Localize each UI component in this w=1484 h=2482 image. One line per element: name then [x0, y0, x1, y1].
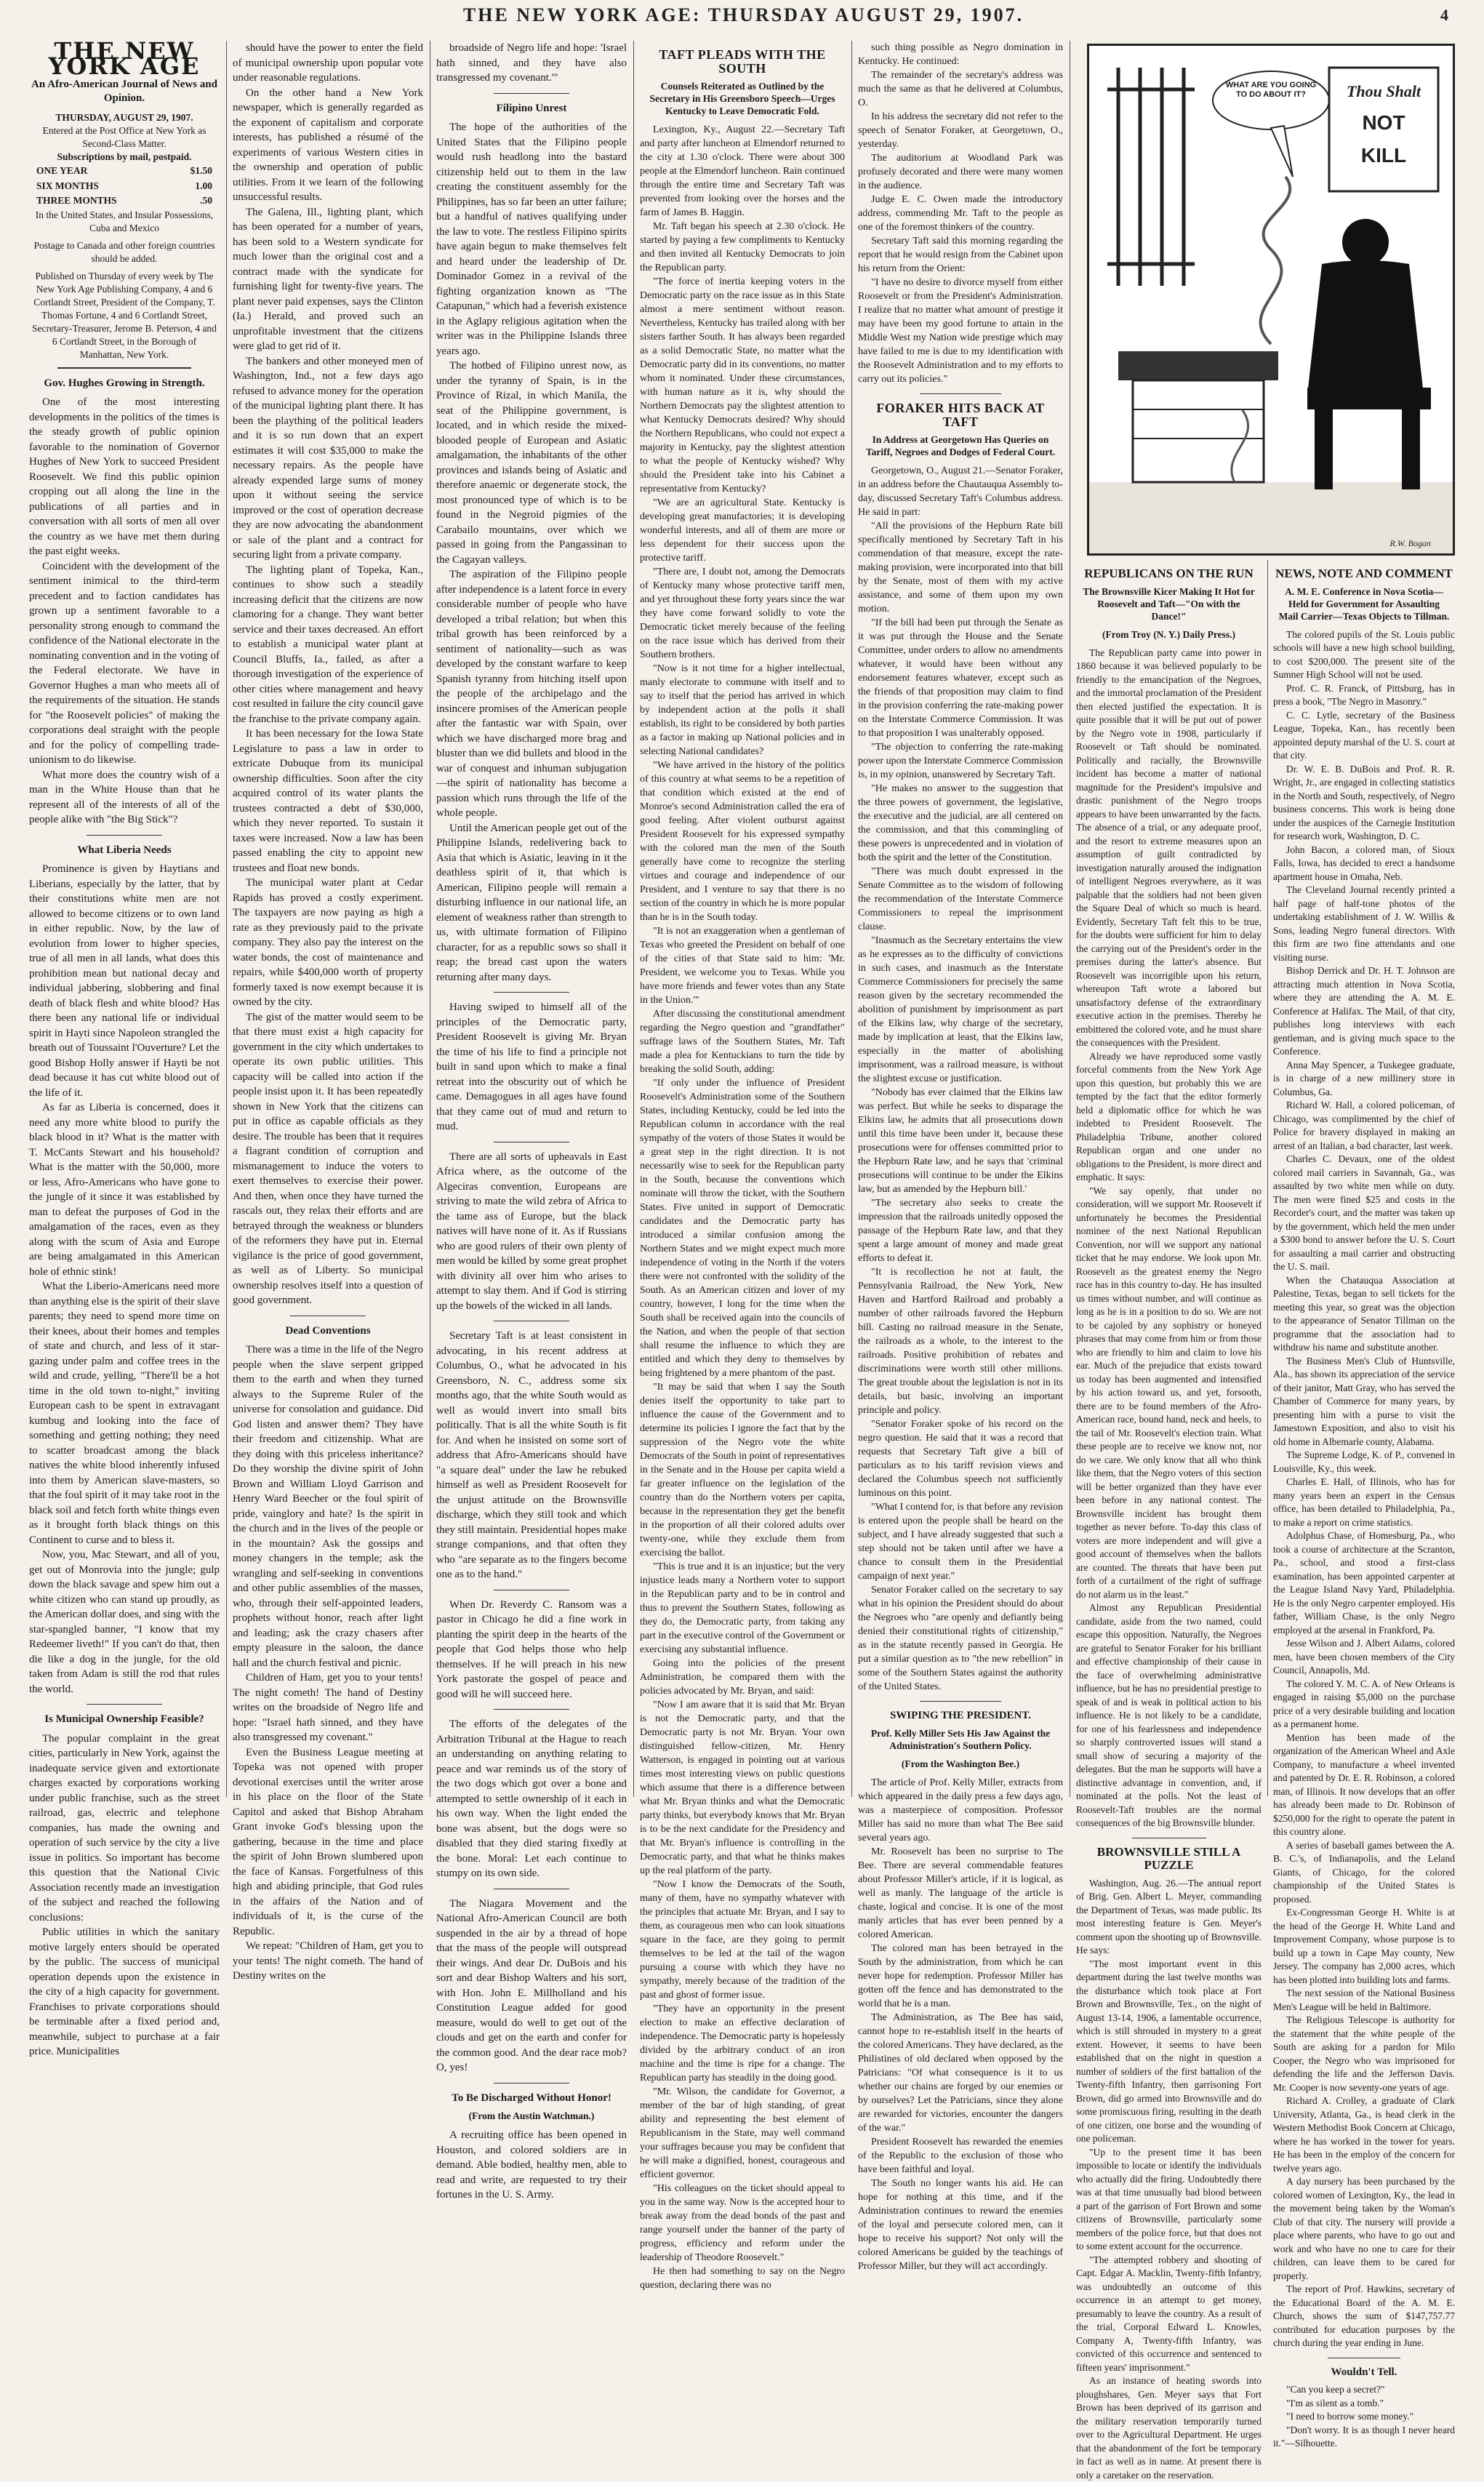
paragraph: The efforts of the delegates of the Arbitration Tribunal at the Hague to reach an understanding on anything relating to peace and war reminds us of the story of the two dogs which got over a bone and attempted to settle ownership of it each in his own way. When the light ended the bone was absent, but the dogs were so disabled that they died staring fixedly at the bone. Moral: Let each continue to stumpy on its own side.	[436, 1718, 627, 1879]
paragraph: "Nobody has ever claimed that the Elkins law was perfect. But while he seeks to disparage the Elkins law, he admits that all prosecutions down until this time have been under it, because these prosecutions were for offenses committed prior to the Hepburn Rate law, and he says that 'criminal prosecutions will continue to be under the Elkins law, but as amended by the Hepburn bill.'	[858, 1087, 1063, 1195]
divider	[87, 1704, 163, 1705]
paragraph: After discussing the constitutional amendment regarding the Negro question and "grandfather" suffrage laws of the Southern States, Mr. Taft made a plea for Kentuckians to turn the tide by breaking the solid South, adding:	[640, 1009, 845, 1075]
paragraph: The report of Prof. Hawkins, secretary of the Educational Board of the A. M. E. Church, shows the sum of $147,757.77 contributed for education purposes by the church during the year ending in June.	[1273, 2283, 1455, 2348]
paragraph: Judge E. C. Owen made the introductory address, commending Mr. Taft to the people as one of the foremost thinkers of the country.	[858, 194, 1063, 233]
paragraph: The Galena, Ill., lighting plant, which has been operated for a number of years, has been sold to a Western syndicate for much lower than the original cost and a contract made with the syndicate for furnishing light for twenty-five years. The plant never paid expenses, says the Clinton (Ia.) Herald, and proved such an unprofitable investment that the citizens were glad to get rid of it.	[233, 206, 423, 352]
divider	[920, 393, 1002, 394]
paragraph: The hope of the authorities of the United States that the Filipino people would rush headlong into the bastard citizenship held out to them in the law creating the constituent assembly for the Philippines, has so far been an utter failure; but a handful of natives qualifying under the law to vote. The restless Filipino spirits have again begun to make themselves felt and heard under the leadership of Dr. Dominador Gomez in a revival of the fighting organization known as "The Catapunan," which had a feverish existence in the Aglapy religious agitation when the writer was in the Philippine Islands three years ago.	[436, 121, 627, 357]
paragraph: Charles C. Devaux, one of the oldest colored mail carriers in Savannah, Ga., was assaulted by two white men while on duty. The men were fined $25 and costs in the Recorder's court, and the matter was taken up by the government, which held the men under a $300 bond to answer before the U. S. Court for assaulting a mail carrier and obstructing the U. S. mail.	[1273, 1153, 1455, 1272]
headline: NEWS, NOTE AND COMMENT	[1275, 567, 1453, 580]
paragraph: The colored man has been betrayed in the South by the administration, from which he can never hope for redemption. Professor Miller has gotten off the fence and has demonstrated to the world that he is a man.	[858, 1943, 1063, 2009]
paragraph: "We are an agricultural State. Kentucky is developing great manufactories; it is developing wonderful interests, and all of them are more or less dependent for their success upon the protective tariff.	[640, 497, 845, 564]
paragraph: "Now is it not time for a higher intellectual, manly electorate to commune with itself and to say to itself that the period has arrived in which by independent action at the polls it shall establish, its right to be considered by both parties as a factor in making up National policies and in selecting National candidates?	[640, 663, 845, 757]
tablet-text-mid: NOT	[1362, 111, 1405, 134]
rate-row: THREE MONTHS .50	[36, 195, 212, 206]
headline: To Be Discharged Without Honor!	[452, 2091, 611, 2104]
paragraph: Bishop Derrick and Dr. H. T. Johnson are attracting much attention in Nova Scotia, where they are attending the A. M. E. Conference at Halifax. The Mail, of that city, publishes long interviews with each gentleman, and is giving much space to the Conference.	[1273, 965, 1455, 1057]
headline: Gov. Hughes Growing in Strength.	[44, 377, 205, 389]
paragraph: "The force of inertia keeping voters in the Democratic party on the race issue as in this State almost a mere sentiment without reason. Nevertheless, Kentucky has trailed along with her sisters farther South. It has always been regarded as a solid Democratic State, no matter what the Democratic party did in its conventions, no matter whom it nominated. Under these circumstances, with human nature as it is, why should the Northern Democrats pay the slightest attention to what Kentucky Democrats desired? Why should the Northern Republicans, who could not expect a majority in Kentucky, pay the slightest attention to what the people of Kentucky wished? Why should the President take into his Cabinet a representative from Kentucky?	[640, 276, 845, 495]
paragraph: The auditorium at Woodland Park was profusely decorated and there were many women in the audience.	[858, 153, 1063, 191]
paragraph: "They have an opportunity in the present election to make an effective declaration of independence. The Democratic party is hopelessly divided by the arbitrary conduct of an iron machine and the time is ripe for a change. The Republican party has steadily in the doing good.	[640, 2003, 845, 2083]
paragraph: "If only under the influence of President Roosevelt's Administration some of the Southern States, including Kentucky, could be led into the Republican column in accordance with the real sympathy of the voters of those States it would be a great step in the right direction. It is not necessarily wise to seek for the Republican party in the South, because the conventions which nominate will throw the ticket, with the Southern States. Five united in support of Democratic candidates and the Democratic party has introduced a similar confusion among the Northern States and we might expect much more independence of voting in the North if the voters there were not confronted with the solidity of the South. As an American citizen and lover of my country, however, I long for the time when the South shall be received again into the councils of the Nation, and when the people of that section shall resume the influence to which they are entitled and which they deny to themselves by being frightened by a mere phantom of the past.	[640, 1078, 845, 1379]
headline: What Liberia Needs	[77, 844, 172, 856]
paragraph: "I need to borrow some money."	[1286, 2411, 1414, 2422]
tablet-text-bot: KILL	[1360, 144, 1407, 167]
paragraph: A recruiting office has been opened in Houston, and colored soldiers are in demand. Able bodied, healthy men, able to read and write, are requested to try their fortunes in the U. S. Army.	[436, 2129, 627, 2201]
headline: SWIPING THE PRESIDENT.	[889, 1710, 1032, 1721]
deck: A. M. E. Conference in Nova Scotia—Held for Government for Assaulting Mail Carrier—Texas Objects to Tillman.	[1278, 585, 1450, 622]
paragraph: Senator Foraker called on the secretary to say what in his opinion the President should do about the Negroes who "are openly and defiantly being denied their constitutional rights of citizenship," as in the statute recently passed in Georgia. He put a similar question as to "the new rebellion" in some of the Southern States against the authority of the United States.	[858, 1585, 1063, 1692]
paragraph: Secretary Taft is at least consistent in advocating, in his recent address at Columbus, O., what he advocated in his Greensboro, N. C., address some six months ago, that the white South would as well as would invert into small bits politically. That is all the white South is fit for. And when he insisted on some sort of address that Afro-Americans should have "a square deal" under the law he rebuked himself as well as President Roosevelt for the unjust attitude on the Brownsville discharge, which they still took and which they still maintain. Presidential hopes make strange companions, and that often they who "are separate as to the fingers become one as to the hand."	[436, 1330, 627, 1580]
headline: Is Municipal Ownership Feasible?	[44, 1713, 204, 1725]
paragraph: "The objection to conferring the rate-making power upon the Interstate Commerce Commission is, in my opinion, unanswered by Secretary Taft.	[858, 742, 1063, 780]
paragraph: A day nursery has been purchased by the colored women of Lexington, Ky., the lead in the movement being taken by the Woman's Club of that city. The nursery will provide a place where parents, who have to go out and work and who have no one to care for their children, can leave them to be cared for properly.	[1273, 2176, 1455, 2281]
masthead-subtitle: An Afro-American Journal of News and Opinion.	[31, 79, 217, 104]
paragraph: such thing possible as Negro domination in Kentucky. He continued:	[858, 42, 1063, 67]
paragraph: Mention has been made of the organization of the American Wheel and Axle Company, to manufacture a wheel invented and patented by Dr. E. R. Robinson, a colored man, of Illinois. It now develops that an offer has already been made to Dr. Robinson of $250,000 for the right to operate the patent in this country alone.	[1273, 1732, 1455, 1837]
column-rule	[1267, 560, 1268, 1796]
editorial-cartoon	[1087, 44, 1455, 556]
paragraph: It has been necessary for the Iowa State Legislature to pass a law in order to extricate Dubuque from its municipal ownership difficulties. Soon after the city acquired control of its water plants the trustees contracted a debt of $30,000, which they never reported. To sustain it taxes were increased. Now a law has been passed enabling the city to appoint new trustees and float new bonds.	[233, 728, 423, 874]
paragraph: When the Chatauqua Association at Palestine, Texas, began to sell tickets for the meeting this year, so great was the objection to the appearance of Senator Tillman on the programme that the association had to withdraw his name and substitute another.	[1273, 1274, 1455, 1353]
paragraph: "It is not an exaggeration when a gentleman of Texas who greeted the President on behalf of one of the cities of that State said to him: 'Mr. President, we welcome you to Texas. While you have more friends and fewer votes than any State in the Union.'"	[640, 926, 845, 1006]
cartoonist-credit: R.W. Bogan	[1389, 538, 1431, 548]
bubble-text-box	[1220, 81, 1322, 124]
paragraph: Dr. W. E. B. DuBois and Prof. R. R. Wright, Jr., are engaged in collecting statistics in the North and South, respectively, of Negro business concerns. This work is being done under the auspices of the Carnegie Institution for research work, Washington, D. C.	[1273, 763, 1455, 841]
paragraph: Jesse Wilson and J. Albert Adams, colored men, have been chosen members of the City Council, Annapolis, Md.	[1273, 1638, 1455, 1676]
seated-figure	[1307, 219, 1431, 489]
paragraph: A series of baseball games between the A. B. C.'s, of Indianapolis, and the Leland Giants, of Chicago, for the colored championship of the United States is proposed.	[1273, 1839, 1455, 1905]
paragraph: John Bacon, a colored man, of Sioux Falls, Iowa, has decided to erect a handsome apartment house in Omaha, Neb.	[1273, 844, 1455, 882]
paragraph: Going into the policies of the present Administration, he compared them with the policies advocated by Mr. Bryan, and said:	[640, 1658, 845, 1697]
paragraph: The colored Y. M. C. A. of New Orleans is engaged in raising $5,000 on the purchase price of a very desirable building and location as a permanent home.	[1273, 1678, 1455, 1729]
source-line: (From the Austin Watchman.)	[468, 2110, 595, 2121]
column-6	[1076, 560, 1262, 2481]
paragraph: The aspiration of the Filipino people after independence is a latent force in every considerable number of people who have developed a tribal relation; but when this tribal growth has been reinforced by a sentiment of nationality—such as was developed by the constant warfare to keep Spanish tyranny from hitching itself upon the people of the archipelago and the insincere promises of the American people after the fantastic war with Spain, over which we have discharged more brag and bluster than we did bullets and blood in the war of conquest and inhuman subjugation—the spirit of nationality has become a passion which runs through the life of the whole people.	[436, 569, 627, 819]
paragraph: "There was much doubt expressed in the Senate Committee as to the wisdom of following the recommendation of the Interstate Commerce Commissioners to repeal the imprisonment clause.	[858, 866, 1063, 932]
masthead-entered: Entered at the Post Office at New York as Second-Class Matter.	[42, 125, 206, 149]
paragraph: broadside of Negro life and hope: 'Israel hath sinned, and they have also transgressed my covenant.'"	[436, 42, 627, 84]
paragraph: "I'm as silent as a tomb."	[1286, 2397, 1384, 2409]
paragraph: The lighting plant of Topeka, Kan., continues to show such a steadily increasing deficit that the citizens are now clamoring for a change. They want better service and their taxes decreased. An effort to establish a municipal water plant at Council Bluffs, Ia., failed, as after a thorough investigation of the experience of other cities where management and heavy cost resulted in failure the city council gave the franchise to the private company again.	[233, 564, 423, 725]
paragraph: Public utilities in which the sanitary motive largely enters should be operated by the public. The success of municipal operation depends upon the existence in the city of a high capacity for government. Franchises to private corporations should be terminable after a fixed period and, meanwhile, subject to purchase at a fair price. Municipalities	[29, 1926, 220, 2057]
paragraph: The Cleveland Journal recently printed a half page of half-tone photos of the undertaking establishment of J. W. Willis & Sons, leading Negro funeral directors. With this firm are two fine attendants and one visiting nurse.	[1273, 884, 1455, 963]
paragraph: The Administration, as The Bee has said, cannot hope to re-establish itself in the hearts of the colored Americans. They have declared, as the Philistines of old declared when opposed by the Patricians: "Of what consequence is it to us whether our chains are forged by our enemies or by ourselves? Let the Patricians, since they alone are rewarded for victories, encounter the dangers of the war."	[858, 2012, 1063, 2134]
paragraph: The hotbed of Filipino unrest now, as under the tyranny of Spain, is in the Province of Rizal, in which Manila, the seat of the Philippine government, is located, and in which reside the mixed-blooded people of European and Asiatic amalgamation, the inhabitants of the other provinces and islands being of Asiatic and therefore anaemic or degenerate stock, the most pronounced type of which is to be found in the Negroid pigmies of the Carabailo mountains, over which we passed in going from the Pangassinan to the Cagayan valleys.	[436, 360, 627, 566]
masthead-postage: Postage to Canada and other foreign countries should be added.	[33, 239, 215, 264]
headline: Filipino Unrest	[496, 102, 567, 114]
paragraph: The Niagara Movement and the National Afro-American Council are both suspended in the air by a thread of hope that the mass of the people will outspread their wings. And dear Dr. DuBois and his sort and dear Bishop Walters and his sort, with Hon. John E. Millholland and his Constitution League added for good measure, would do well to get out of the clouds and get on the earth and confer for the common good. And the dear race mob? O, yes!	[436, 1897, 627, 2073]
divider	[57, 367, 190, 369]
paragraph: Having swiped to himself all of the principles of the Democratic party, President Roosevelt is giving Mr. Bryan the time of his life to find a principle not built in sand upon which to make a final retreat into the obscurity out of which he came. Demagogues in all ages have found that they came out of mud and return to mud.	[436, 1001, 627, 1132]
paragraph: "His colleagues on the ticket should appeal to you in the same way. Now is the accepted hour to break away from the dead bonds of the past and range yourself under the banner of the party of progress, efficiency and reform under the leadership of Theodore Roosevelt."	[640, 2183, 845, 2263]
masthead-date: THURSDAY, AUGUST 29, 1907.	[55, 112, 193, 123]
bubble-text: WHAT ARE YOU GOING TO DO ABOUT IT?	[1225, 81, 1317, 99]
headline: BROWNSVILLE STILL A PUZZLE	[1096, 1844, 1241, 1872]
paragraph: President Roosevelt has rewarded the enemies of the Republic to the exclusion of those who have been faithful and loyal.	[858, 2137, 1063, 2175]
newspaper-page	[29, 0, 1458, 2481]
paragraph: "The secretary also seeks to create the impression that the railroads unitedly opposed the passage of the Hepburn Rate law, and that they spent a large amount of money and made great efforts to defeat it.	[858, 1198, 1063, 1264]
paragraph: Washington, Aug. 26.—The annual report of Brig. Gen. Albert L. Meyer, commanding the Department of Texas, was made public. Its most interesting feature is Gen. Meyer's comment upon the shooting up of Brownsville. He says:	[1076, 1877, 1262, 1955]
pedestal	[1118, 351, 1278, 482]
paragraph: The Supreme Lodge, K. of P., convened in Louisville, Ky., this week.	[1273, 1449, 1455, 1474]
column-7	[1273, 560, 1455, 2449]
running-title: THE NEW YORK AGE: THURSDAY AUGUST 29, 1907.	[462, 4, 1024, 25]
column-1	[29, 37, 220, 2057]
headline: Dead Conventions	[285, 1324, 371, 1337]
paragraph: "I have no desire to divorce myself from either Roosevelt or from the President's Administration. I realize that no matter what amount of prestige it may have been my good fortune to attain in the Middle West my Nation wide prestige which may have failed to me is due to my identification with the Roosevelt Administration and to my efforts to carry out its policies."	[858, 277, 1063, 385]
paragraph: As an instance of heating swords into ploughshares, Gen. Meyer says that Fort Brown has been deprived of its garrison and the military reservation temporarily turned over to the Agricultural Department. He urges that the abandonment of the fort be temporary in fact as well as in name. At present there is only a caretaker on the reservation.	[1076, 2375, 1262, 2481]
deck: The Brownsville Kicer Making It Hot for Roosevelt and Taft—"On with the Dance!"	[1083, 585, 1255, 622]
masthead-published: Published on Thursday of every week by The New York Age Publishing Company, 4 and 6 Cortlandt Street, President of the Company, T. Thomas Fortune, 4 and 6 Cortlandt Street, Secretary-Treasurer, Jerome B. Peterson, 4 and 6 Cortlandt Street, in the Borough of Manhattan, New York.	[32, 270, 217, 360]
column-2	[233, 41, 423, 1982]
masthead-title: THE NEW YORK AGE	[48, 37, 201, 80]
paragraph: "There are, I doubt not, among the Democrats of Kentucky many whose protective tariff men, and yet throughout these forty years since the war they have come forward solidly to vote the Democratic ticket merely because of the feeling on the race issue which has derived from their Southern brothers.	[640, 567, 845, 660]
paragraph: The remainder of the secretary's address was much the same as that he delivered at Columbus, O.	[858, 70, 1063, 108]
source-line: (From the Washington Bee.)	[901, 1758, 1020, 1769]
paragraph: "The most important event in this department during the last twelve months was the disturbance which took place at Fort Brown and Brownsville, Tex., on the night of August 13-14, 1906, a lamentable occurrence, which is still shrouded in mystery to a great extent. However, it seems to have been established that on the night in question a number of soldiers of the first battalion of the Twenty-fifth Infantry, then garrisoning Fort Brown, did go armed into Brownsville and do some promiscuous firing, resulting in the death of one citizen, one horse and the wounding of one policeman.	[1076, 1958, 1262, 2144]
paragraph: "He makes no answer to the suggestion that the three powers of government, the legislative, the executive and the judicial, are all centered on the commission, and that this commingling of these powers is unprecedented and in violation of both the spirit and the letter of the Constitution.	[858, 783, 1063, 863]
paragraph: "Now I am aware that it is said that Mr. Bryan is not the Democratic party, and that the Democratic party is not Mr. Bryan. Your own distinguished fellow-citizen, Mr. Henry Watterson, is engaged in pointing out at various times most interesting views on public questions which assume that there is a difference between what Mr. Bryan thinks and what the Democratic party thinks, but everybody knows that Mr. Bryan is to be the next candidate for the Presidency and that Mr. Bryan's influence is controlling in the Democratic party, and that what he thinks makes up the real platform of the party.	[640, 1700, 845, 1876]
paragraph: There are all sorts of upheavals in East Africa where, as the outcome of the Algeciras convention, Europeans are striving to mate the wild zebra of Africa to the tame ass of Europe, but the black natives will have none of it. As if Russians who are good rulers of their own plenty of men would be killed by some great prophet with divinity all over him who arises to attempt to slay them. And if God is stirring up the bowels of the wicked in all lands.	[436, 1150, 627, 1312]
paragraph: "Don't worry. It is as though I never heard it."—Silhouette.	[1273, 2424, 1455, 2449]
paragraph: "If the bill had been put through the Senate as it was put through the House and the Senate Committee, under orders to allow no amendments whatever, it would have been without any endorsement features whatever, except such as the friends of that proposition may claim to find in the provision conferring the rate-making power on the Interstate Commerce Commission. It was to that proposition I was unalterably opposed.	[858, 617, 1063, 739]
headline: Wouldn't Tell.	[1331, 2366, 1397, 2378]
paragraph: Now, you, Mac Stewart, and all of you, get out of Monrovia into the jungle; gulp down the black savage and spew him out a white citizen who can stand up proudly, as the American dollar does, and sing with the star-spangled banner, "I know that my Redeemer liveth!" If you can't do that, then die like a dog in the jungle, for the old taken from Adam is still the rod that rules the world.	[29, 1549, 220, 1695]
rate-row: ONE YEAR $1.50	[36, 165, 212, 176]
paragraph: "What I contend for, is that before any revision is entered upon the people shall be heard on the subject, and I have already suggested that such a step should not be taken until after we have a chance to consult them in the Presidential campaign of next year."	[858, 1502, 1063, 1582]
paragraph: He then had something to say on the Negro question, declaring there was no	[640, 2266, 845, 2291]
paragraph: The municipal water plant at Cedar Rapids has proved a costly experiment. The taxpayers are now paying as high a rate as they previously paid to the private company. They also pay the interest on the water bonds, the cost of maintenance and repairs, while $400,000 worth of property formerly taxed is now exempt because it is owned by the city.	[233, 877, 423, 1008]
paragraph: should have the power to enter the field of municipal ownership upon popular vote under reasonable regulations.	[233, 42, 423, 84]
paragraph: There was a time in the life of the Negro people when the slave serpent gripped them to the earth and when they turned always to the Supreme Ruler of the universe for consolation and guidance. Did God listen and answer them? They have their freedom and citizenship. What are they doing with this priceless inheritance? Do they worship the divine spirit of John Brown and William Lloyd Garrison and Henry Ward Beecher or the foul spirit of pride, vainglory and hate? Is the spirit in the church and in the lives of the people or in the mountain? Ask the gossips and money changers in the temple; ask the wrangling and self-seeking in conventions and other public assemblies of the masses, who, through their self-appointed leaders, prophets without honor, reach after light and leading; ask the crazy chasers after empty pleasure in the saloon, the dance hall and the church festival and picnic.	[233, 1344, 423, 1669]
headline: REPUBLICANS ON THE RUN	[1084, 567, 1254, 580]
paragraph: "Can you keep a secret?"	[1286, 2384, 1385, 2395]
bubble-tail	[1271, 126, 1293, 177]
paragraph: "Now I know the Democrats of the South, many of them, have no sympathy whatever with the principles that actuate Mr. Bryan, and I say to them, as courageous men who can look situations square in the face, are they going to permit themselves to be led at the tail of the wagon pursuing a course with which they have no sympathy, merely because of the tradition of the past and ghost of former issue.	[640, 1879, 845, 2001]
paragraph: Georgetown, O., August 21.—Senator Foraker, in an address before the Chautauqua Assembly to-day, discussed Secretary Taft's Columbus address. He said in part:	[858, 465, 1063, 518]
paragraph: "Up to the present time it has been impossible to locate or identify the individuals who actually did the firing. Undoubtedly there was at that time unusually bad blood between a part of the garrison of Fort Brown and some citizens of Brownsville, particularly some members of the police force, but that does not to some extent account for the occurrence.	[1076, 2146, 1262, 2251]
divider	[494, 1709, 570, 1710]
paragraph: One of the most interesting developments in the politics of the times is the steady growth of public opinion favorable to the nomination of Governor Hughes of New York to succeed President Roosevelt. We find this public opinion cropping out all along the line in the publications of all parties and in conversation with all sorts of men all over the country as we have met them during the past eight weeks.	[29, 396, 220, 557]
paragraph: Richard W. Hall, a colored policeman, of Chicago, was complimented by the chief of Police for bravery displayed in making an arrest of an Italian, a bad character, last week.	[1273, 1100, 1455, 1151]
paragraph: The bankers and other moneyed men of Washington, Ind., not a few days ago refused to advance money for the operation of the municipal lighting plant there. It has been the plaything of the political leaders and it is so run down that an expert estimates it will cost $35,000 to make the necessary repairs. As the people have already expended large sums of money upon it without seeing the service improved or the cost of operation decrease they are now advocating the abandonment or sale of the plant and a contract for securing light from a private company.	[233, 355, 423, 561]
paragraph: "The attempted robbery and shooting of Capt. Edgar A. Macklin, Twenty-fifth Infantry, was undoubtedly an outcome of this occurrence in an attempt to get money, presumably to leave the country. As a result of the trial, Corporal Edward L. Knowles, Company A, Twenty-fifth Infantry, was convicted of this occurrence and sentenced to fifteen years' imprisonment."	[1076, 2254, 1262, 2373]
paragraph: Anna May Spencer, a Tuskegee graduate, is in charge of a new millinery store in Columbus, Ga.	[1273, 1059, 1455, 1097]
divider	[87, 835, 163, 836]
paragraph: What the Liberio-Americans need more than anything else is the spirit of their slave parents; they need to spend more time on their knees, about their homes and temples of state and church, and less of it star-gazing under palm and coffee trees in the wild and crude, yelling, "There'll be a hot time in the old town to-night," inviting European cash to be spent in extravagant kumbug and looking into the face of something and getting nothing; they need to scatter broadcast among the black natives the white blood inherently infused into them by American slave-masters, so that the foul spirit of it may take root in the black soil and fetch forth white things even as it brought forth black things on this Continent to curse and to bless it.	[29, 1281, 220, 1546]
deck: Counsels Reiterated as Outlined by the Secretary in His Greensboro Speech—Urges Kentucky to Leave Democratic Fold.	[649, 81, 835, 116]
tablet-text-top: Thou Shalt	[1346, 82, 1421, 100]
paragraph: The South no longer wants his aid. He can hope for nothing at this time, and if the Administration continues to reward the enemies of the loyal and persecute colored men, can it hope to receive his support? Not only will the colored Americans be guided by the teachings of Professor Miller, but they will act accordingly.	[858, 2178, 1063, 2272]
paragraph: "This is true and it is an injustice; but the very injustice leads many a Northern voter to support in the Republican party and to be in control and thus to prevent the Southern States, following as they do, the Democratic party, from taking any part in the executive control of the Government or exercising any substantial influence.	[640, 1561, 845, 1655]
paragraph: "Inasmuch as the Secretary entertains the view as he expresses as to the difficulty of convictions in such cases, and inasmuch as the Interstate Commerce Commissioners for precisely the same reason given by the secretary recommended the abolition of punishment by imprisonment as part of the Elkins law, why charge of the secretary, made by implication at least, that the Elkins law, especially in the matter of abolishing imprisonment, was a railroad measure, is without the slightest excuse or justification.	[858, 935, 1063, 1084]
column-rule	[226, 41, 227, 1797]
paragraph: On the other hand a New York newspaper, which is generally regarded as the exponent of capitalism and corporate interests, has published a résumé of the experiments of various Western cities in the ownership and operation of public utilities. From it we learn of the following unsuccessful results.	[233, 87, 423, 203]
paragraph: Coincident with the development of the sentiment inimical to the third-term precedent and to faction candidates has grown up a sentiment favorable to a personality strong enough to command the confidence of the National electorate in the nominating convention and in the voting of the Federal electorate. We have in Governor Hughes a man who meets all of the requirements of the situation. He stands for "the Roosevelt policies" of making the corporations deal straight with the people and for the policy of compelling trade-unionism to do likewise.	[29, 560, 220, 766]
divider	[920, 1701, 1002, 1702]
running-head	[29, 4, 1458, 36]
paragraph: Almost any Republican Presidential candidate, aside from the two named, could escape this opposition. Naturally, the Negroes are grateful to Senator Foraker for his brilliant and effective championship of their cause in the face of overwhelming administrative influence, but he has no presidential prestige to speak of and is weak in political action to his influence. He is not likely to be a candidate, for one of his fearlessness and independence so sharply controverted issues will stand a small show of securing a majority of the delegates. But the man he supports will have a distinctive advantage in convention, and, if nominated at the polls. Not the least of Roosevelt-Taft troubles are the normal consequences of the big Brownsville blunder.	[1076, 1602, 1262, 1828]
divider	[494, 93, 570, 94]
paragraph: C. C. Lytle, secretary of the Business League, Topeka, Kan., has recently been appointed deputy marshal of the U. S. court at that city.	[1273, 709, 1455, 761]
paragraph: "Senator Foraker spoke of his record on the negro question. He said that it was a record that requests that Secretary Taft give a bill of particulars as to his tariff revision views and declared the Columbus speech not sufficiently luminous on this point.	[858, 1419, 1063, 1499]
paragraph: Prominence is given by Haytians and Liberians, especially by the latter, that by their constitutions white men are not allowed to become citizens or to own land in either republic. Now, by the law of evolution from lower to higher species, true of all men in all lands, what does this prohibition mean but national decay and individual jabbering, slobbering and final death of black flesh and white blood? Has there been any national life or individual spirit in Hayti since Napoleon strangled the breath out of Toussaint l'Ouverture? Let the good Bishop Holly answer if Hayti be not dead because it has cut white blood out of the life of it.	[29, 863, 220, 1099]
paragraph: Mr. Taft began his speech at 2.30 o'clock. He started by paying a few compliments to Kentucky and then invited all Kentucky Democrats to join the Republican party.	[640, 221, 845, 273]
headline: TAFT PLEADS WITH THE SOUTH	[659, 47, 826, 76]
paragraph: "Mr. Wilson, the candidate for Governor, a member of the bar of high standing, of great ability and representing the best element of Republicanism in the State, may well command your suffrages because you may be confident that he will make a dignified, honest, courageous and efficient governor.	[640, 2086, 845, 2180]
paragraph: As far as Liberia is concerned, does it need any more white blood to purify the black blood in it? What is the matter with T. McCants Stewart and his household? What is the matter with the 50,000, more or less, Afro-Americans who have gone to the jungle of it since it was established by man to defeat the purposes of God in the amalgamation of the races, even as they along with the scum of Asia and Europe are being amalgamated in this American hole of ethnic stink!	[29, 1102, 220, 1278]
paragraph: Even the Business League meeting at Topeka was not opened with proper devotional exercises until the writer arose in his place on the floor of the State Capitol and asked that Bishop Abraham Grant invoke God's blessing upon the gathering, because in the time and place the spirit of John Brown slumbered upon the face of Kansas. Forgetfulness of this high and abiding principle, that God rules in the affairs of the Nation and of individuals of it, is the curse of the Republic.	[233, 1746, 423, 1937]
subscription-head: Subscriptions by mail, postpaid.	[57, 151, 192, 162]
smoke-swirl	[1261, 177, 1291, 344]
column-rule	[851, 41, 852, 1797]
paragraph: Ex-Congressman George H. White is at the head of the George H. White Land and Improvement Company, whose purpose is to build up a town in Cape May county, New Jersey. The company has 2,000 acres, which has been plotted into building lots and farms.	[1273, 1907, 1455, 1985]
column-4	[640, 41, 845, 2291]
paragraph: The colored pupils of the St. Louis public schools will have a new high school building, to cost $200,000. The present site of the Sumner High School will not be used.	[1273, 628, 1455, 680]
paragraph: The gist of the matter would seem to be that there must exist a high capacity for government in the city which undertakes to operate its own public utilities. This capacity will be called into action if the people insist upon it. It has been repeatedly shown in New York that the citizens can put in office as capable officials as they desire. The trouble has been that it requires a flagrant condition of corruption and mismanagement to induce the voters to exert themselves to exercise their power. And then, when once they have turned the rascals out, they relax their efforts and are betrayed through the weakness or blunders of the reformers they have put in. Eternal vigilance is the price of good government, as well as of Liberty. So municipal ownership resolves itself into a question of good government.	[233, 1011, 423, 1306]
page-number: 4	[1440, 6, 1451, 24]
paragraph: The Republican party came into power in 1860 because it was believed popularly to be friendly to the emancipation of the Negroes, and the immortal proclamation of the President then elected justified the expectation. It is quite possible that it will be put out of power by the Negro vote in 1908, particularly if Roosevelt or Taft should be nominated. Politically and racially, the Brownsville incident has become a matter of national magnitude for the President's impulsive and drastic punishment of the Negro troops appears to have been unwarranted by the facts. The absence of a trial, or any adequate proof, and the resort to extreme measures upon an assumption of guilt contradicted by investigation naturally aroused the indignation of intelligent Negroes everywhere, as it was palpable that the soldiers had not been given the Square Deal of which so much is heard. Evidently, Secretary Taft felt this to be true, for the doubts were sufficient for him to delay the carrying out of the President's order in the premises during the latter's absence. But Roosevelt was incorrigible upon his return, whereupon Taft wrote a labored but unsatisfactory defense of the extraordinary executive action in the premises. Thereby he embittered the colored vote, and he must share the consequences with the President.	[1076, 646, 1262, 1048]
paragraph: The next session of the National Business Men's League will be held in Baltimore.	[1273, 1987, 1455, 2012]
paragraph: "It may be said that when I say the South denies itself the opportunity to take part to influence the cause of the Government and to determine its policies I ignore the fact that by the suppression of the Negro vote the white Democrats of the South in point of representatives in the Senate and in the House per capita wield a far greater influence on the legislation of the country than do the Northern voters per capita, because in the representation they get the benefit in the proportion of all their colored adults over twenty-one, while they exclude them from exercising the ballot.	[640, 1382, 845, 1558]
column-rule	[633, 41, 634, 1797]
paragraph: Prof. C. R. Franck, of Pittsburg, has in press a book, "The Negro in Masonry."	[1273, 682, 1455, 707]
paragraph: Richard A. Crolley, a graduate of Clark University, Atlanta, Ga., is head clerk in the Western Methodist Book Concern at Chicago, where he has worked in the tower for years. He has been in the employ of the concern for twelve years ago.	[1273, 2095, 1455, 2174]
cartoon-drawing	[1089, 46, 1453, 553]
paragraph: Already we have reproduced some vastly forceful comments from the New York Age upon this question, but probably this we are tempted by the fact that the editor formerly held a diplomatic office for which he was indebted to President Roosevelt. The Philadelphia Tribune, another colored Republican organ and one under no obligations to the President, is more direct and emphatic. It says:	[1076, 1050, 1262, 1182]
paragraph: "We have arrived in the history of the politics of this country at what seems to be a repetition of that condition which existed at the end of Monroe's second Administration called the era of good feeling. After violent outburst against President Roosevelt for his expressed sympathy with the colored man the men of the South generally have come to recognize the sterling virtues and courage and independence of our President, and I venture to say that there is no section of the country in which he is more popular than he is in the South today.	[640, 760, 845, 923]
column-3	[436, 41, 627, 2201]
paragraph: The Business Men's Club of Huntsville, Ala., has shown its appreciation of the service of their janitor, Matt Gray, who has served the Chamber of Commerce for many years, by presenting him with a purse to visit the Jamestown Exposition, and also to visit his old home in Albemarle county, Alabama.	[1273, 1355, 1455, 1447]
paragraph: The Religious Telescope is authority for the statement that the white people of the South are asking for a pardon for Milo Cooper, the Negro who was imprisoned for defending the life and the Jefferson Davis. Mr. Cooper is now seventy-one years of age.	[1273, 2014, 1455, 2093]
column-5	[858, 41, 1063, 2272]
paragraph: What more does the country wish of a man in the White House than that he represent all of the interests of all of the people alike with "the Big Stick"?	[29, 769, 220, 825]
headline: FORAKER HITS BACK AT TAFT	[876, 401, 1045, 429]
paragraph: "It is recollection he not at fault, the Pennsylvania Railroad, the New York, New Haven and Hartford Railroad and probably a number of other railroads favored the Hepburn bill. Casting no railroad measure in the Senate, the railroads as a whole, to the interest to the railroads. Positive prohibition of rebates and discriminations were worth still other millions. The great trouble about the legislation is not in its details, but basic, involving an important principle and policy.	[858, 1267, 1063, 1416]
deck: In Address at Georgetown Has Queries on Tariff, Negroes and Dodges of Federal Court.	[865, 434, 1056, 457]
rate-row: SIX MONTHS 1.00	[36, 180, 212, 191]
paragraph: "We say openly, that under no consideration, will we support Mr. Roosevelt if unfortunately he becomes the Presidential nominee of the next National Republican Convention, nor will we support any national ticket that he may endorse. We look upon Mr. Roosevelt as the greatest enemy the Negro race has in this country to-day. He has insulted us times without number, and will continue as long as he is in a position to do so. We are not to be cajoled by any sophistry or honeyed phrases that may come from him or from those who are friendly to him and claim to love his ear. Much of the prejudice that exists toward us today has been augmented and intensified by his action toward us, and yet, forsooth, there are to be found members of the Afro-American race, bound hand, neck and heels, to the tail of Mr. Roosevelt's election train. What these people are to receive we know not, nor do we care. We only know that all who think like them, that the Negro voters of this section will be better organized than they have ever been before in any national contest. The Brownsville incident has brought them together as never before. To-day this class of voters are more independent and will give a good account of themselves when the ballots are counted. The threats that have been put forth of a curtailment of the right of suffrage do not alarm us in the least."	[1076, 1185, 1262, 1600]
paragraph: In his address the secretary did not refer to the speech of Senator Foraker, at Georgetown, O., yesterday.	[858, 111, 1063, 150]
paragraph: Secretary Taft said this morning regarding the report that he would resign from the Cabinet upon his return from the Orient:	[858, 236, 1063, 274]
paragraph: Mr. Roosevelt has been no surprise to The Bee. There are several commendable features about Professor Miller's article, if it is logical, as well as manly. The language of the article is chaste, logical and concise. It is one of the most manly articles that has ever been penned by a colored American.	[858, 1846, 1063, 1940]
paragraph: Charles E. Hall, of Illinois, who has for many years been an expert in the Census office, has been detailed to Philadelphia, Pa., to make a report on crime statistics.	[1273, 1476, 1455, 1528]
paragraph: When Dr. Reverdy C. Ransom was a pastor in Chicago he did a fine work in planting the spirit deep in the hearts of the people that God helps those who help themselves. If he will preach in his new York pastorate the gospel of peace and good will he will succeed here.	[436, 1598, 627, 1700]
paragraph: Until the American people get out of the Philippine Islands, redelivering back to Asia that which is Asiatic, leaving in it the deathless spirit of it, that which is American, Filipino people will remain a disturbing influence in our national life, an element of weakness rather than strength to us, with ultimate formation of Filipino character, for as a republic sows so shall it reap; the bread cast upon the waters returning after many days.	[436, 822, 627, 983]
paragraph: Lexington, Ky., August 22.—Secretary Taft and party after luncheon at Elmendorf returned to the city at 1.30 o'clock. There were about 300 people at the Elmendorf luncheon. Rain continued through the entire time and Secretary Taft was prevented from looking over the horses and the farm of James B. Haggin.	[640, 124, 845, 218]
masthead-territory: In the United States, and Insular Possessions, Cuba and Mexico	[35, 209, 214, 233]
divider	[494, 992, 570, 993]
paragraph: The article of Prof. Kelly Miller, extracts from which appeared in the daily press a few days ago, was a masterpiece of composition. Professor Miller has said no more than what The Bee said several years ago.	[858, 1777, 1063, 1844]
paragraph: The popular complaint in the great cities, particularly in New York, against the inadequate service given and extortionate charges exacted by corporations working under public franchise, such as the street railroad, gas, electric and telephone companies, has made the owning and operation of such service by the city a live issue in politics. So important has become this question that the National Civic Association recently made an investigation of the subject and reached the following conclusions:	[29, 1732, 220, 1923]
deck: Prof. Kelly Miller Sets His Jaw Against the Administration's Southern Policy.	[870, 1728, 1051, 1751]
barred-window	[1107, 68, 1195, 286]
paragraph: "All the provisions of the Hepburn Rate bill specifically mentioned by Secretary Taft in his commendation of that measure, except the rate-making provision, were incorporated into that bill by the Senate, most of them with my active assistance, and some of them upon my own motion.	[858, 521, 1063, 615]
paragraph: Children of Ham, get you to your tents! The night cometh! The hand of Destiny writes on the broadside of Negro life and hope: "Israel hath sinned, and they have also transgressed my covenant."	[233, 1672, 423, 1743]
source-line: (From Troy (N. Y.) Daily Press.)	[1102, 628, 1235, 640]
paragraph: We repeat: "Children of Ham, get you to your tents! The night cometh. The hand of Destiny writes on the	[233, 1940, 423, 1982]
paragraph: Adolphus Chase, of Homesburg, Pa., who took a course of architecture at the Scranton, Pa., school, and stood a first-class examination, has been appointed carpenter at the League Island Navy Yard, Philadelphia. He is the only Negro carpenter employed. His father, William Chase, is the only Negro employed at the arsenal in Frankford, Pa.	[1273, 1530, 1455, 1636]
